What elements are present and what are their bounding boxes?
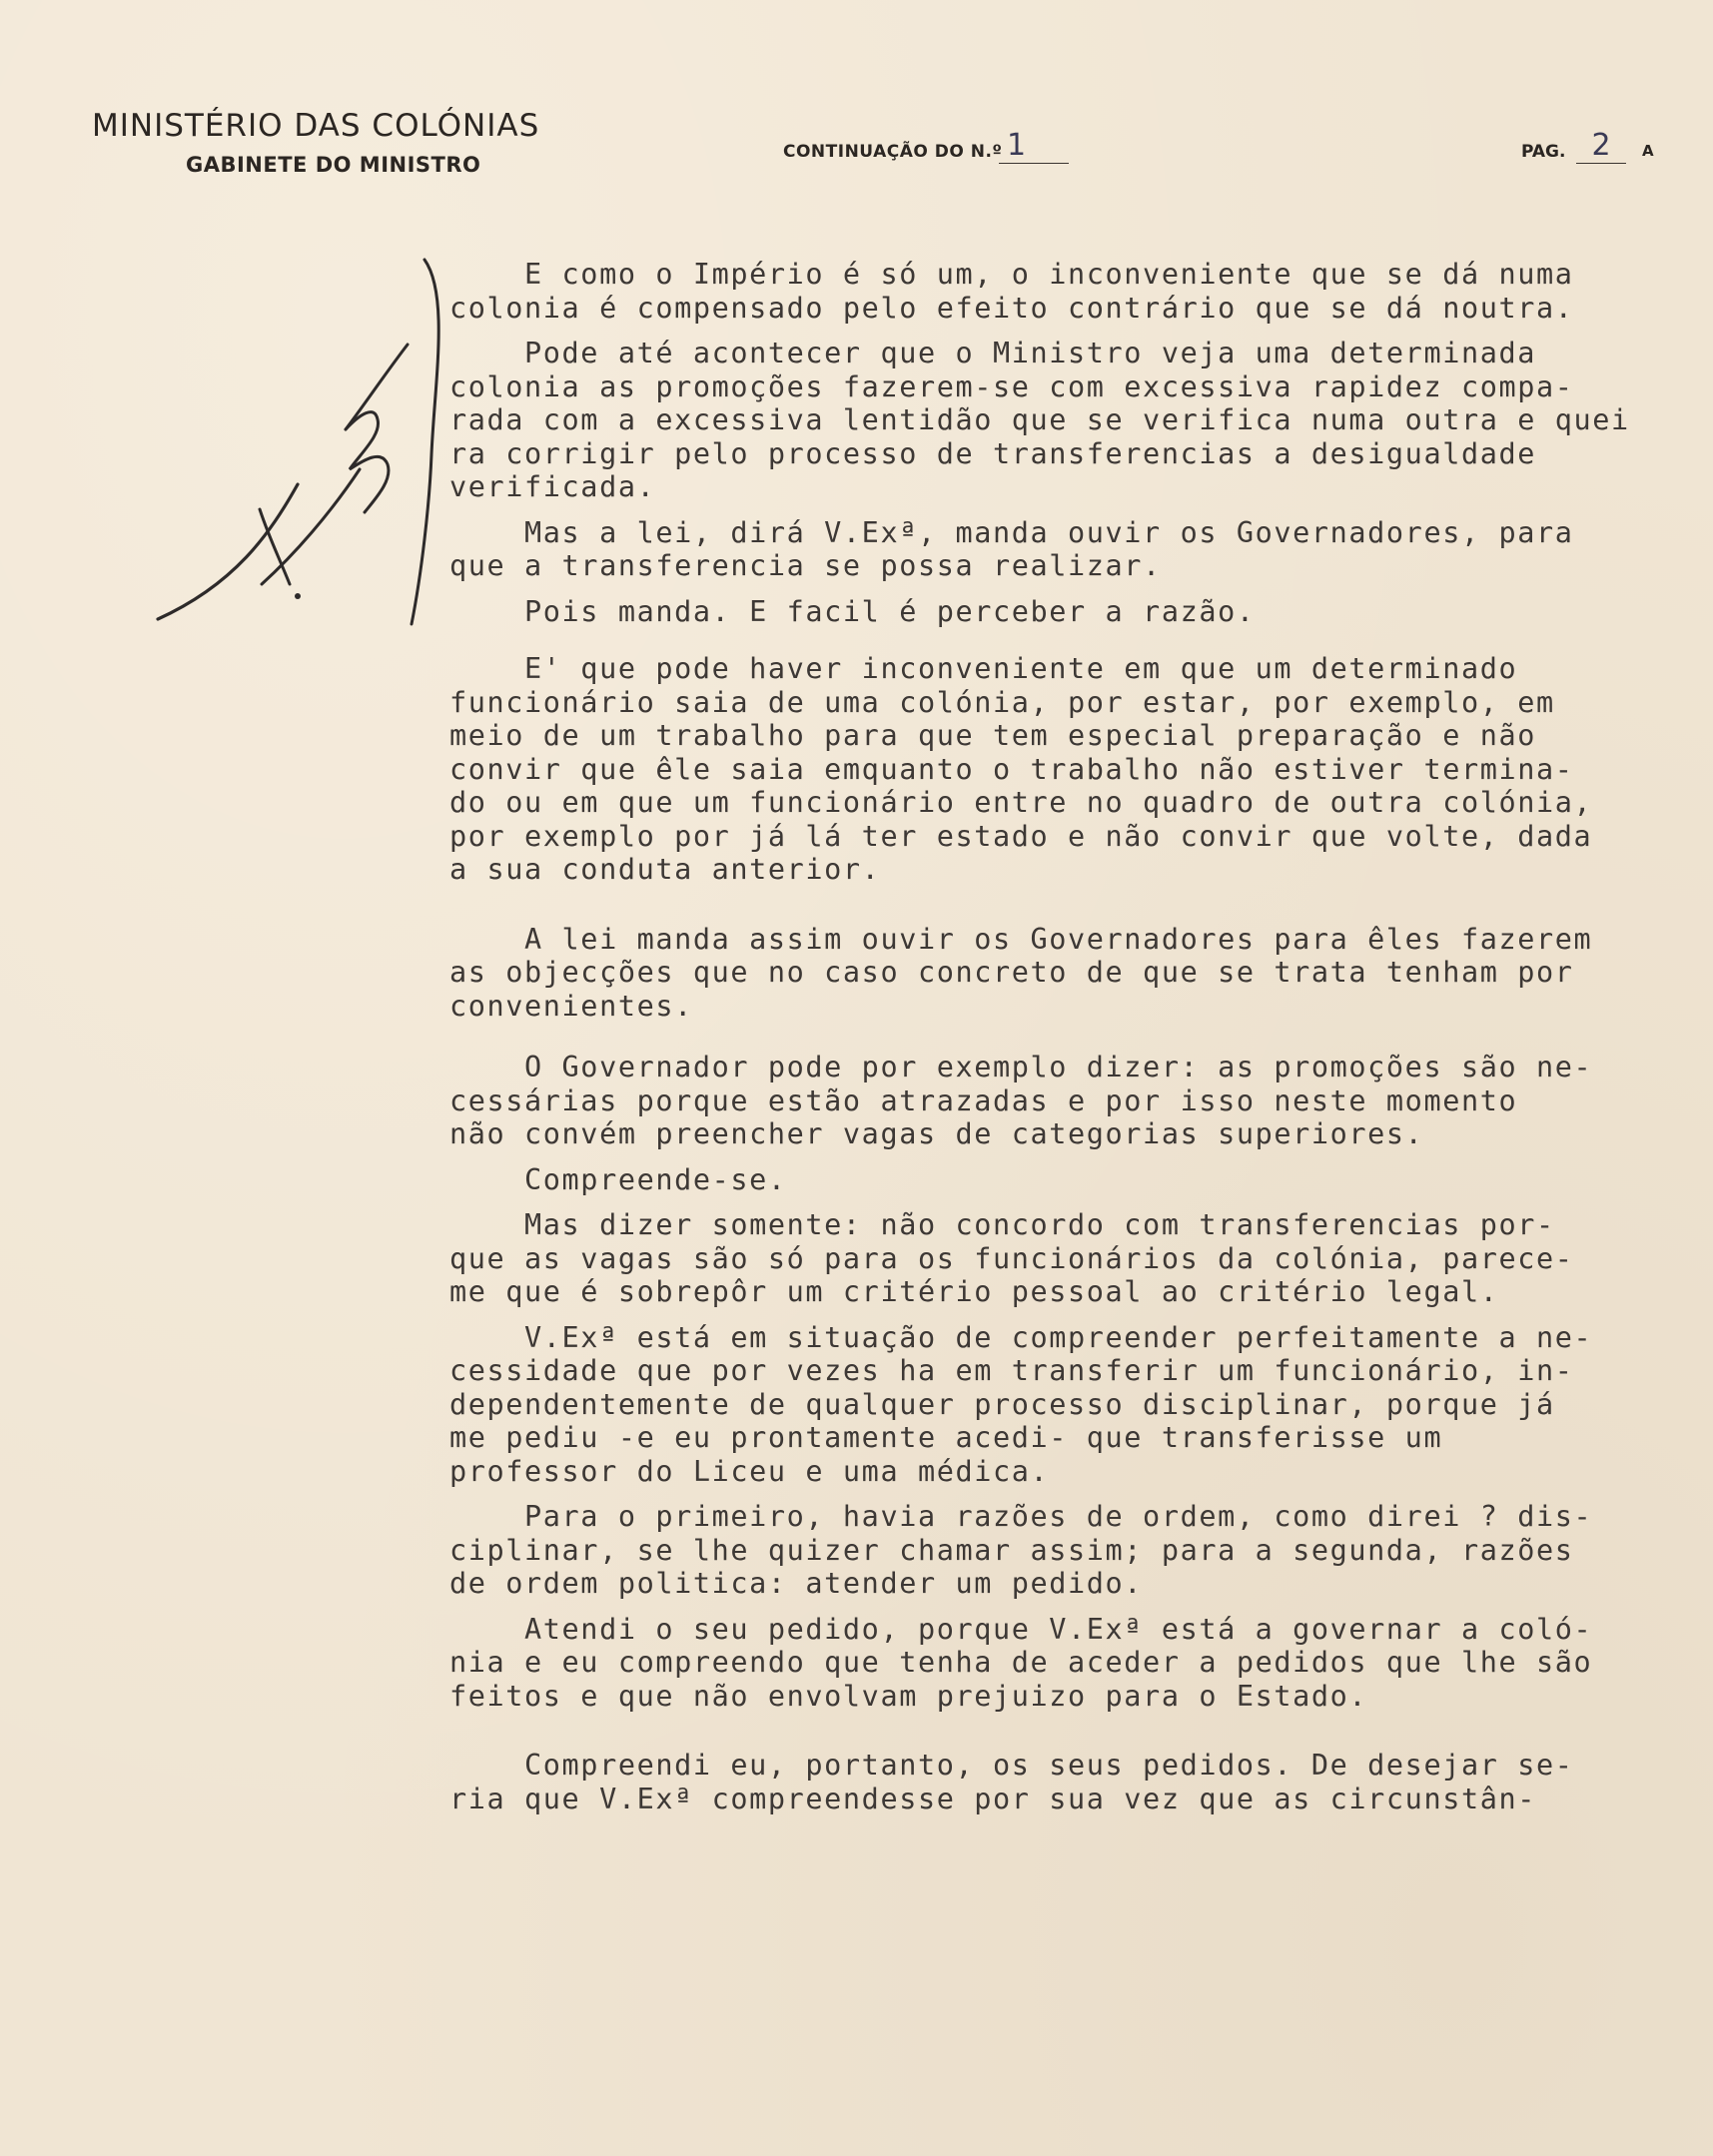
paragraph-line: professor do Liceu e uma médica. [449, 1454, 1050, 1488]
letter-paragraph [449, 1163, 1688, 1197]
paragraph-line: V.Exª está em situação de compreender perfeitamente a ne- [449, 1320, 1593, 1354]
letter-paragraph [449, 1051, 1688, 1151]
paragraph-line: ciplinar, se lhe quizer chamar assim; para a segunda, razões [449, 1533, 1574, 1567]
paragraph-line: convenientes. [449, 989, 693, 1023]
paragraph-line: colonia é compensado pelo efeito contrário que se dá noutra. [449, 291, 1574, 325]
paragraph-line: me que é sobrepôr um critério pessoal ao critério legal. [449, 1275, 1499, 1308]
letterhead-ministry: MINISTÉRIO DAS COLÓNIAS [92, 108, 540, 144]
paragraph-line: dependentemente de qualquer processo disciplinar, porque já [449, 1387, 1555, 1421]
letter-paragraph [449, 1749, 1688, 1815]
continuation-number: 1 [999, 128, 1069, 164]
paragraph-line: não convém preencher vagas de categorias superiores. [449, 1117, 1424, 1150]
paragraph-line: por exemplo por já lá ter estado e não convir que volte, dada [449, 819, 1593, 853]
paragraph-line: que a transferencia se possa realizar. [449, 549, 1162, 582]
handwritten-signature [150, 255, 449, 634]
paragraph-line: Compreende-se. [449, 1162, 787, 1196]
paragraph-line: Mas dizer somente: não concordo com transferencias por- [449, 1208, 1555, 1241]
paragraph-line: as objecções que no caso concreto de que se trata tenham por [449, 956, 1574, 989]
letter-paragraph [449, 1208, 1688, 1309]
paragraph-line: verificada. [449, 470, 656, 503]
paragraph-line: ra corrigir pelo processo de transferencias a desigualdade [449, 436, 1536, 470]
letterhead-cabinet: GABINETE DO MINISTRO [186, 153, 481, 177]
paragraph-line: a sua conduta anterior. [449, 853, 881, 886]
paragraph-line: Pode até acontecer que o Ministro veja uma determinada [449, 337, 1536, 369]
paragraph-line: feitos e que não envolvam prejuizo para o Estado. [449, 1679, 1368, 1713]
continuation-label: CONTINUAÇÃO DO N.º [783, 142, 1003, 162]
paragraph-line: O Governador pode por exemplo dizer: as promoções são ne- [449, 1051, 1593, 1083]
letter-paragraph [449, 1321, 1688, 1489]
letter-paragraph [449, 595, 1688, 629]
paragraph-line: ria que V.Exª compreendesse por sua vez que as circunstân- [449, 1782, 1536, 1815]
letter-paragraph [449, 258, 1688, 325]
page-label: PAG. [1521, 142, 1566, 162]
letter-paragraph [449, 923, 1688, 1024]
letter-paragraph [449, 1500, 1688, 1601]
page-suffix: A [1642, 142, 1654, 160]
paragraph-line: convir que êle saia emquanto o trabalho não estiver termina- [449, 752, 1574, 786]
paragraph-line: cessárias porque estão atrazadas e por isso neste momento [449, 1083, 1518, 1117]
paragraph-line: Compreendi eu, portanto, os seus pedidos. De desejar se- [449, 1749, 1574, 1782]
paragraph-line: A lei manda assim ouvir os Governadores para êles fazerem [449, 922, 1593, 956]
paragraph-line: de ordem politica: atender um pedido. [449, 1567, 1144, 1600]
paragraph-line: colonia as promoções fazerem-se com excessiva rapidez compa- [449, 369, 1574, 403]
paragraph-line: Para o primeiro, havia razões de ordem, como direi ? dis- [449, 1500, 1593, 1533]
paragraph-line: me pediu -e eu prontamente acedi- que transferisse um [449, 1421, 1443, 1454]
paragraph-line: do ou em que um funcionário entre no quadro de outra colónia, [449, 786, 1593, 819]
paragraph-line: cessidade que por vezes ha em transferir um funcionário, in- [449, 1354, 1574, 1387]
paragraph-line: funcionário saia de uma colónia, por estar, por exemplo, em [449, 685, 1555, 719]
paragraph-line: Mas a lei, dirá V.Exª, manda ouvir os Governadores, para [449, 515, 1574, 549]
paragraph-line: meio de um trabalho para que tem especial preparação e não [449, 719, 1536, 752]
letter-paragraph [449, 1613, 1688, 1714]
page-number: 2 [1576, 128, 1626, 164]
paragraph-line: Atendi o seu pedido, porque V.Exª está a governar a coló- [449, 1612, 1593, 1646]
paragraph-line: rada com a excessiva lentidão que se verifica numa outra e quei [449, 403, 1630, 436]
paragraph-line: que as vagas são só para os funcionários da colónia, parece- [449, 1241, 1574, 1275]
letter-paragraph [449, 652, 1688, 887]
letter-paragraph [449, 337, 1688, 504]
paragraph-line: E' que pode haver inconveniente em que um determinado [449, 652, 1518, 685]
letter-paragraph [449, 516, 1688, 583]
paragraph-line: Pois manda. E facil é perceber a razão. [449, 594, 1256, 628]
paragraph-line: nia e eu compreendo que tenha de aceder a pedidos que lhe são [449, 1646, 1593, 1679]
paragraph-line: E como o Império é só um, o inconveniente que se dá numa [449, 258, 1574, 291]
letter-body [449, 258, 1688, 1815]
